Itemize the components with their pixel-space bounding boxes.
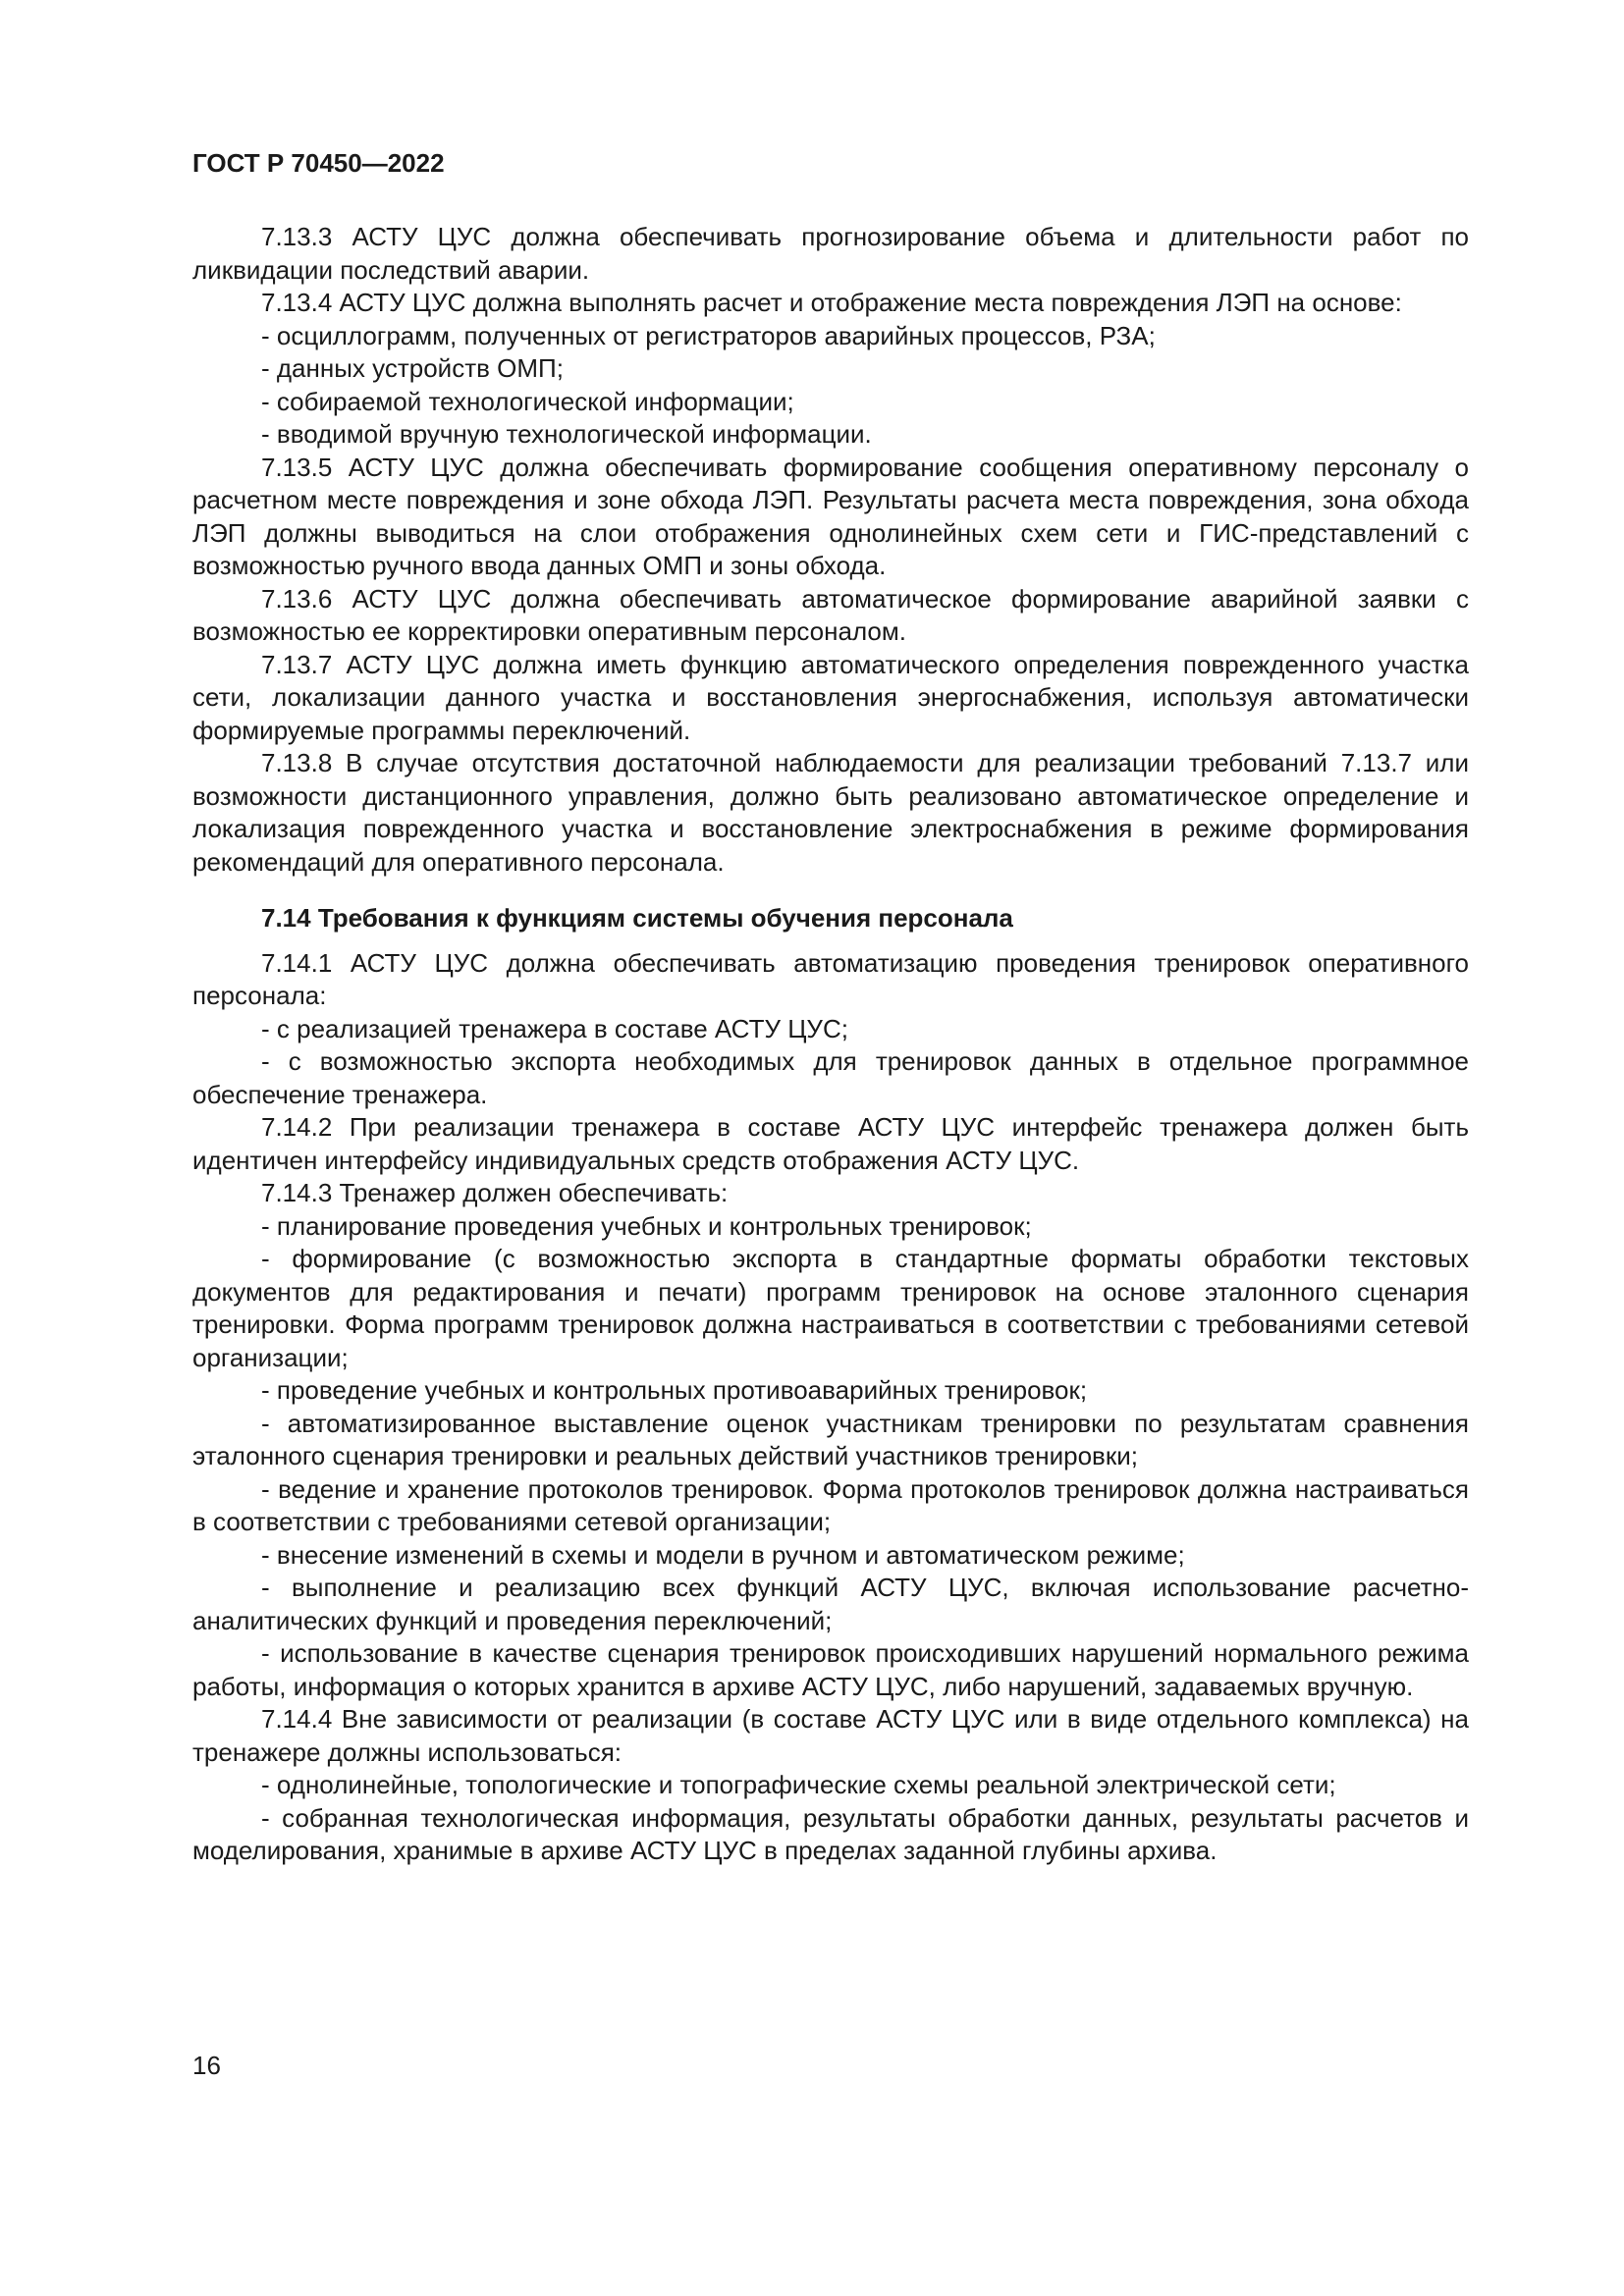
list-item: - с возможностью экспорта необходимых для тренировок данных в отдельное программное обеспечение тренажера. [192, 1046, 1469, 1109]
standard-number-header: ГОСТ Р 70450—2022 [192, 148, 445, 178]
list-item: - с реализацией тренажера в составе АСТУ ЦУС; [261, 1013, 848, 1043]
list-item: - осциллограмм, полученных от регистраторов аварийных процессов, РЗА; [261, 320, 1156, 350]
list-item: - формирование (с возможностью экспорта в стандартные форматы обработки текстовых документов для редактирования и печати) программ тренировок на основе эталонного сценария тренировки. Форма программ тренировок должна настраиваться в соответствии с требованиями сетевой организации; [192, 1244, 1469, 1372]
clause-7-13-3: 7.13.3 АСТУ ЦУС должна обеспечивать прогнозирование объема и длительности работ по ликвидации последствий аварии. [192, 222, 1469, 285]
clause-7-14-4: 7.14.4 Вне зависимости от реализации (в составе АСТУ ЦУС или в виде отдельного комплекса) на тренажере должны использоваться: [192, 1704, 1469, 1767]
clause-7-13-4: 7.13.4 АСТУ ЦУС должна выполнять расчет и отображение места повреждения ЛЭП на основе: [261, 288, 1402, 317]
clause-7-13-7: 7.13.7 АСТУ ЦУС должна иметь функцию автоматического определения поврежденного участка сети, локализации данного участка и восстановления энергоснабжения, используя автоматически формируемые программы переключений. [192, 649, 1469, 745]
clause-7-13-5: 7.13.5 АСТУ ЦУС должна обеспечивать формирование сообщения оперативному персоналу о расчетном месте повреждения и зоне обхода ЛЭП. Результаты расчета места повреждения, зона обхода ЛЭП должны выводиться на слои отображения однолинейных схем сети и ГИС-представлений с возможностью ручного ввода данных ОМП и зоны обхода. [192, 452, 1469, 580]
list-item: - собранная технологическая информация, результаты обработки данных, результаты расчетов и моделирования, хранимые в архиве АСТУ ЦУС в пределах заданной глубины архива. [192, 1802, 1469, 1865]
list-item: - ведение и хранение протоколов тренировок. Форма протоколов тренировок должна настраиваться в соответствии с требованиями сетевой организации; [192, 1473, 1469, 1536]
list-item: - планирование проведения учебных и контрольных тренировок; [261, 1210, 1032, 1241]
list-item: - однолинейные, топологические и топографические схемы реальной электрической сети; [261, 1770, 1336, 1799]
clause-7-14-3: 7.14.3 Тренажер должен обеспечивать: [261, 1178, 729, 1207]
list-item: - выполнение и реализацию всех функций АСТУ ЦУС, включая использование расчетно-аналитических функций и проведения переключений; [192, 1573, 1469, 1635]
clause-7-13-8: 7.13.8 В случае отсутствия достаточной наблюдаемости для реализации требований 7.13.7 или возможности дистанционного управления, должно быть реализовано автоматическое определение и локализация поврежденного участка и восстановление электроснабжения в режиме формирования рекомендаций для оперативного персонала. [192, 748, 1469, 877]
list-item: - собираемой технологической информации; [261, 386, 794, 416]
clause-7-14-2: 7.14.2 При реализации тренажера в составе АСТУ ЦУС интерфейс тренажера должен быть идентичен интерфейсу индивидуальных средств отображения АСТУ ЦУС. [192, 1112, 1469, 1175]
list-item: - использование в качестве сценария тренировок происходивших нарушений нормального режима работы, информация о которых хранится в архиве АСТУ ЦУС, либо нарушений, задаваемых вручную. [192, 1638, 1469, 1701]
document-body [192, 221, 1469, 1868]
clause-7-13-6: 7.13.6 АСТУ ЦУС должна обеспечивать автоматическое формирование аварийной заявки с возможностью ее корректировки оперативным персоналом. [192, 583, 1469, 646]
page-number: 16 [192, 2051, 221, 2080]
clause-7-14-1: 7.14.1 АСТУ ЦУС должна обеспечивать автоматизацию проведения тренировок оперативного персонала: [192, 947, 1469, 1010]
list-item: - проведение учебных и контрольных противоаварийных тренировок; [261, 1375, 1088, 1405]
list-item: - вводимой вручную технологической информации. [261, 419, 872, 449]
list-item: - внесение изменений в схемы и модели в ручном и автоматическом режиме; [261, 1539, 1185, 1570]
list-item: - данных устройств ОМП; [261, 353, 564, 383]
list-item: - автоматизированное выставление оценок участникам тренировки по результатам сравнения эталонного сценария тренировки и реальных действий участников тренировки; [192, 1408, 1469, 1470]
section-heading-7-14: 7.14 Требования к функциям системы обучения персонала [261, 903, 1013, 933]
